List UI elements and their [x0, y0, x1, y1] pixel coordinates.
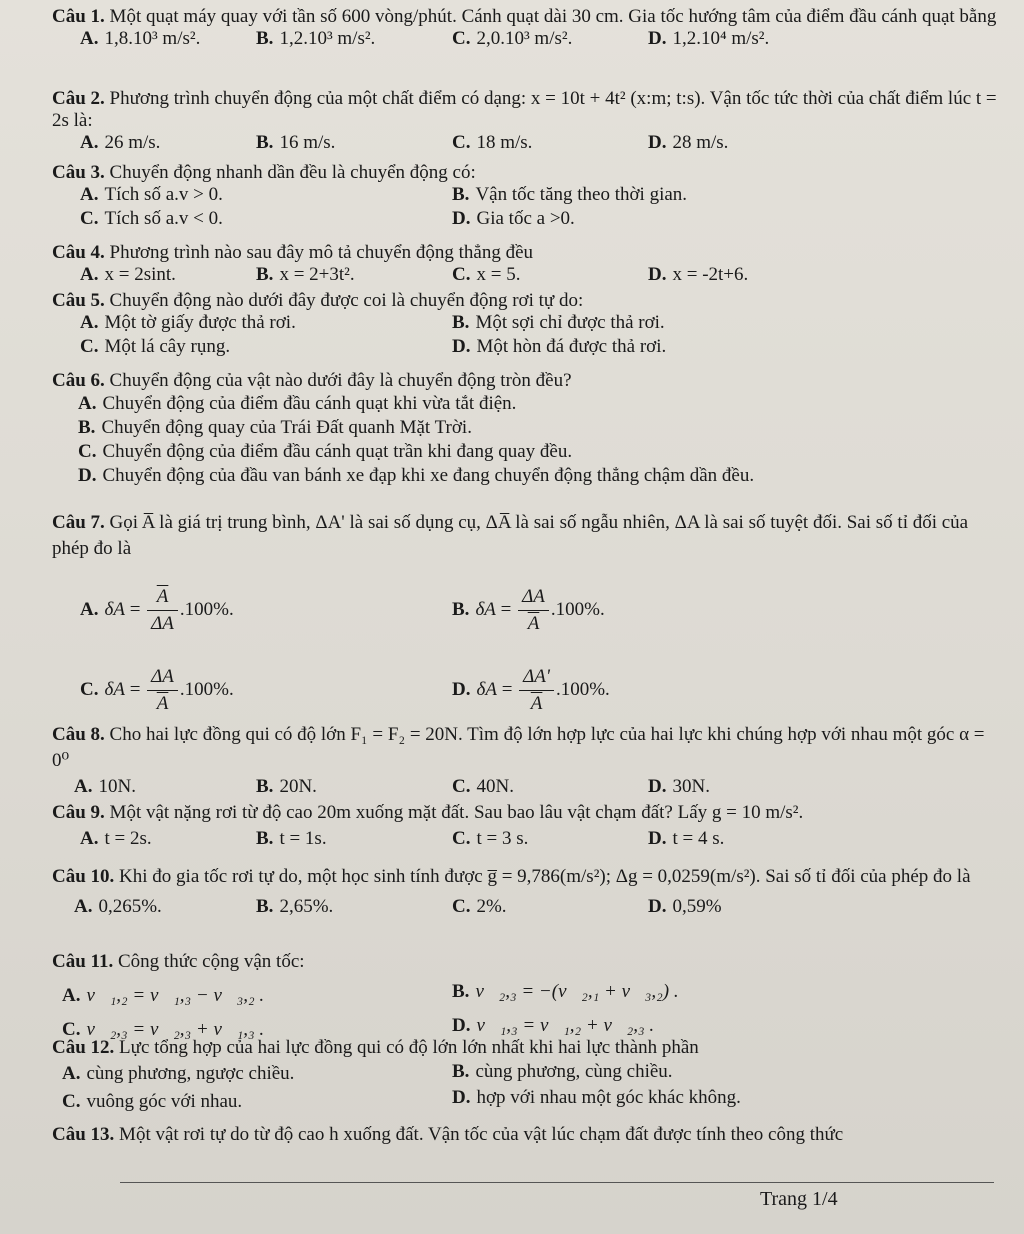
option-d: D. 28 m/s.: [648, 132, 729, 153]
page-number: Trang 1/4: [760, 1188, 838, 1210]
question-6: Câu 6. Chuyển động của vật nào dưới đây là chuyển động tròn đều? A. Chuyển động của điểm đầu cánh quạt khi vừa tắt điện. B. Chuyển động quay của Trái Đất quanh Mặt Trời. C. Chuyển động của điểm đầu cánh quạt trần khi đang quay đều. D. Chuyển động của đầu van bánh xe đạp khi xe đang chuyển động thẳng chậm dần đều.: [52, 370, 1004, 488]
option-c: C. 2,0.10³ m/s².: [452, 28, 573, 49]
option-b: B. 16 m/s.: [256, 132, 336, 153]
option-b: B. Vận tốc tăng theo thời gian.: [452, 184, 688, 205]
option-d: D. Một hòn đá được thả rơi.: [452, 336, 667, 357]
option-c: C. Chuyển động của điểm đầu cánh quạt trần khi đang quay đều.: [78, 441, 573, 462]
option-d: D. v⃗₁,₃ = v⃗₁,₂ + v⃗₂,₃ .: [452, 1015, 655, 1036]
option-c: C. x = 5.: [452, 264, 521, 285]
option-b: B. δA = $\frac{\Delta A}{A}$ .100%.: [452, 586, 605, 634]
option-d: D. δA = $\frac{\Delta A'}{A}$ .100%.: [452, 666, 610, 714]
option-c: C. vuông góc với nhau.: [62, 1091, 243, 1112]
question-10: Câu 10. Khi đo gia tốc rơi tự do, một học sinh tính được g̅ = 9,786(m/s²); Δg = 0,0259(m/s²). Sai số tỉ đối của phép đo là A. 0,265%. B. 2,65%. C. 2%. D. 0,59%: [52, 862, 1004, 916]
question-4: Câu 4. Phương trình nào sau đây mô tả chuyển động thẳng đều A. x = 2sint. B. x = 2+3t². C. x = 5. D. x = -2t+6.: [52, 242, 749, 285]
option-c: C. t = 3 s.: [452, 828, 529, 849]
option-d: D. 0,59%: [648, 896, 722, 917]
option-a: A. 0,265%.: [74, 896, 162, 917]
option-d: D. t = 4 s.: [648, 828, 725, 849]
option-a: A. 10N.: [74, 776, 136, 797]
question-12: Câu 12. Lực tổng hợp của hai lực đồng qui có độ lớn lớn nhất khi hai lực thành phần A. cùng phương, ngược chiều. B. cùng phương, cùng chiều. C. vuông góc với nhau. D. hợp với nhau một góc khác không.: [52, 1037, 741, 1112]
option-b: B. cùng phương, cùng chiều.: [452, 1061, 673, 1082]
option-b: B. v⃗₂,₃ = −(v⃗₂,₁ + v⃗₃,₂) .: [452, 981, 679, 1002]
option-d: D. 1,2.10⁴ m/s².: [648, 28, 770, 49]
option-a: A. v⃗₁,₂ = v⃗₁,₃ − v⃗₃,₂ .: [62, 985, 265, 1006]
question-3: Câu 3. Chuyển động nhanh dần đều là chuyển động có: A. Tích số a.v > 0. B. Vận tốc tăng theo thời gian. C. Tích số a.v < 0. D. Gia tốc a >0.: [52, 162, 688, 229]
option-c: C. 18 m/s.: [452, 132, 533, 153]
option-a: A. Một tờ giấy được thả rơi.: [80, 312, 296, 333]
option-c: C. 2%.: [452, 896, 507, 917]
option-b: B. t = 1s.: [256, 828, 327, 849]
question-9: Câu 9. Một vật nặng rơi từ độ cao 20m xuống mặt đất. Sau bao lâu vật chạm đất? Lấy g = 10 m/s². A. t = 2s. B. t = 1s. C. t = 3 s. D. t = 4 s.: [52, 802, 804, 849]
option-d: D. hợp với nhau một góc khác không.: [452, 1087, 741, 1108]
option-a: A. Chuyển động của điểm đầu cánh quạt khi vừa tắt điện.: [78, 393, 517, 414]
option-a: A. 26 m/s.: [80, 132, 161, 153]
option-b: B. Một sợi chỉ được thả rơi.: [452, 312, 665, 333]
question-stem: Một quạt máy quay với tần số 600 vòng/phút. Cánh quạt dài 30 cm. Gia tốc hướng tâm của điểm đầu cánh quạt bằng: [109, 6, 997, 27]
option-c: C. 40N.: [452, 776, 514, 797]
option-d: D. x = -2t+6.: [648, 264, 749, 285]
question-13: Câu 13. Một vật rơi tự do từ độ cao h xuống đất. Vận tốc của vật lúc chạm đất được tính theo công thức: [52, 1124, 844, 1145]
footer-divider: [120, 1182, 994, 1183]
option-d: D. Chuyển động của đầu van bánh xe đạp khi xe đang chuyển động thẳng chậm dần đều.: [78, 465, 755, 486]
question-2: Câu 2. Phương trình chuyển động của một chất điểm có dạng: x = 10t + 4t² (x:m; t:s). Vận tốc tức thời của chất điểm lúc t = 2s là: A. 26 m/s. B. 16 m/s. C. 18 m/s. D. 28 m/s.: [52, 88, 997, 153]
option-c: C. δA = $\frac{\Delta A}{A}$ .100%.: [80, 666, 234, 714]
question-11: Câu 11. Công thức cộng vận tốc: A. v⃗₁,₂ = v⃗₁,₃ − v⃗₃,₂ . B. v⃗₂,₃ = −(v⃗₂,₁ + v⃗₃,₂) . C. v⃗₂,₃ = v⃗₂,₃ + v⃗₁,₃ . D. v⃗₁,₃ = v⃗₁,₂ + v⃗₂,₃ .: [52, 951, 679, 1040]
option-b: B. 20N.: [256, 776, 317, 797]
option-a: A. δA = $\frac{\overline{A}}{\Delta A}$ .100%.: [80, 586, 234, 634]
option-a: A. Tích số a.v > 0.: [80, 184, 223, 205]
option-a: A. 1,8.10³ m/s².: [80, 28, 201, 49]
option-d: D. Gia tốc a >0.: [452, 208, 575, 229]
option-a: A. cùng phương, ngược chiều.: [62, 1063, 295, 1084]
question-7: Câu 7. Gọi A̅ là giá trị trung bình, ΔA' là sai số dụng cụ, ΔA̅ là sai số ngẫu nhiên, ΔA là sai số tuyệt đối. Sai số tỉ đối của phép đo là A. δA = $\frac{\overline{A}}{\Delta A}$ .100%. B. δA = $\frac{\Delta A}{A}$ .100%. C. δA = $\frac{\Delta A}{A}$ .100%. D. δA = $\frac{\Delta A'}{A}$ .100%.: [52, 510, 1004, 714]
option-c: C. Tích số a.v < 0.: [80, 208, 223, 229]
question-8: Câu 8. Cho hai lực đồng qui có độ lớn F₁ = F₂ = 20N. Tìm độ lớn hợp lực của hai lực khi chúng hợp với nhau một góc α = 0⁰ A. 10N. B. 20N. C. 40N. D. 30N.: [52, 722, 1004, 798]
question-1: [52, 6, 1004, 52]
question-label: Câu 1.: [52, 6, 105, 27]
option-d: D. 30N.: [648, 776, 710, 797]
option-b: B. 2,65%.: [256, 896, 334, 917]
question-5: Câu 5. Chuyển động nào dưới đây được coi là chuyển động rơi tự do: A. Một tờ giấy được thả rơi. B. Một sợi chỉ được thả rơi. C. Một lá cây rụng. D. Một hòn đá được thả rơi.: [52, 290, 667, 357]
option-a: A. t = 2s.: [80, 828, 152, 849]
option-b: B. Chuyển động quay của Trái Đất quanh Mặt Trời.: [78, 417, 472, 438]
option-c: C. v⃗₂,₃ = v⃗₂,₃ + v⃗₁,₃ .: [62, 1019, 265, 1040]
option-c: C. Một lá cây rụng.: [80, 336, 231, 357]
option-b: B. 1,2.10³ m/s².: [256, 28, 376, 49]
option-a: A. x = 2sint.: [80, 264, 176, 285]
option-b: B. x = 2+3t².: [256, 264, 355, 285]
